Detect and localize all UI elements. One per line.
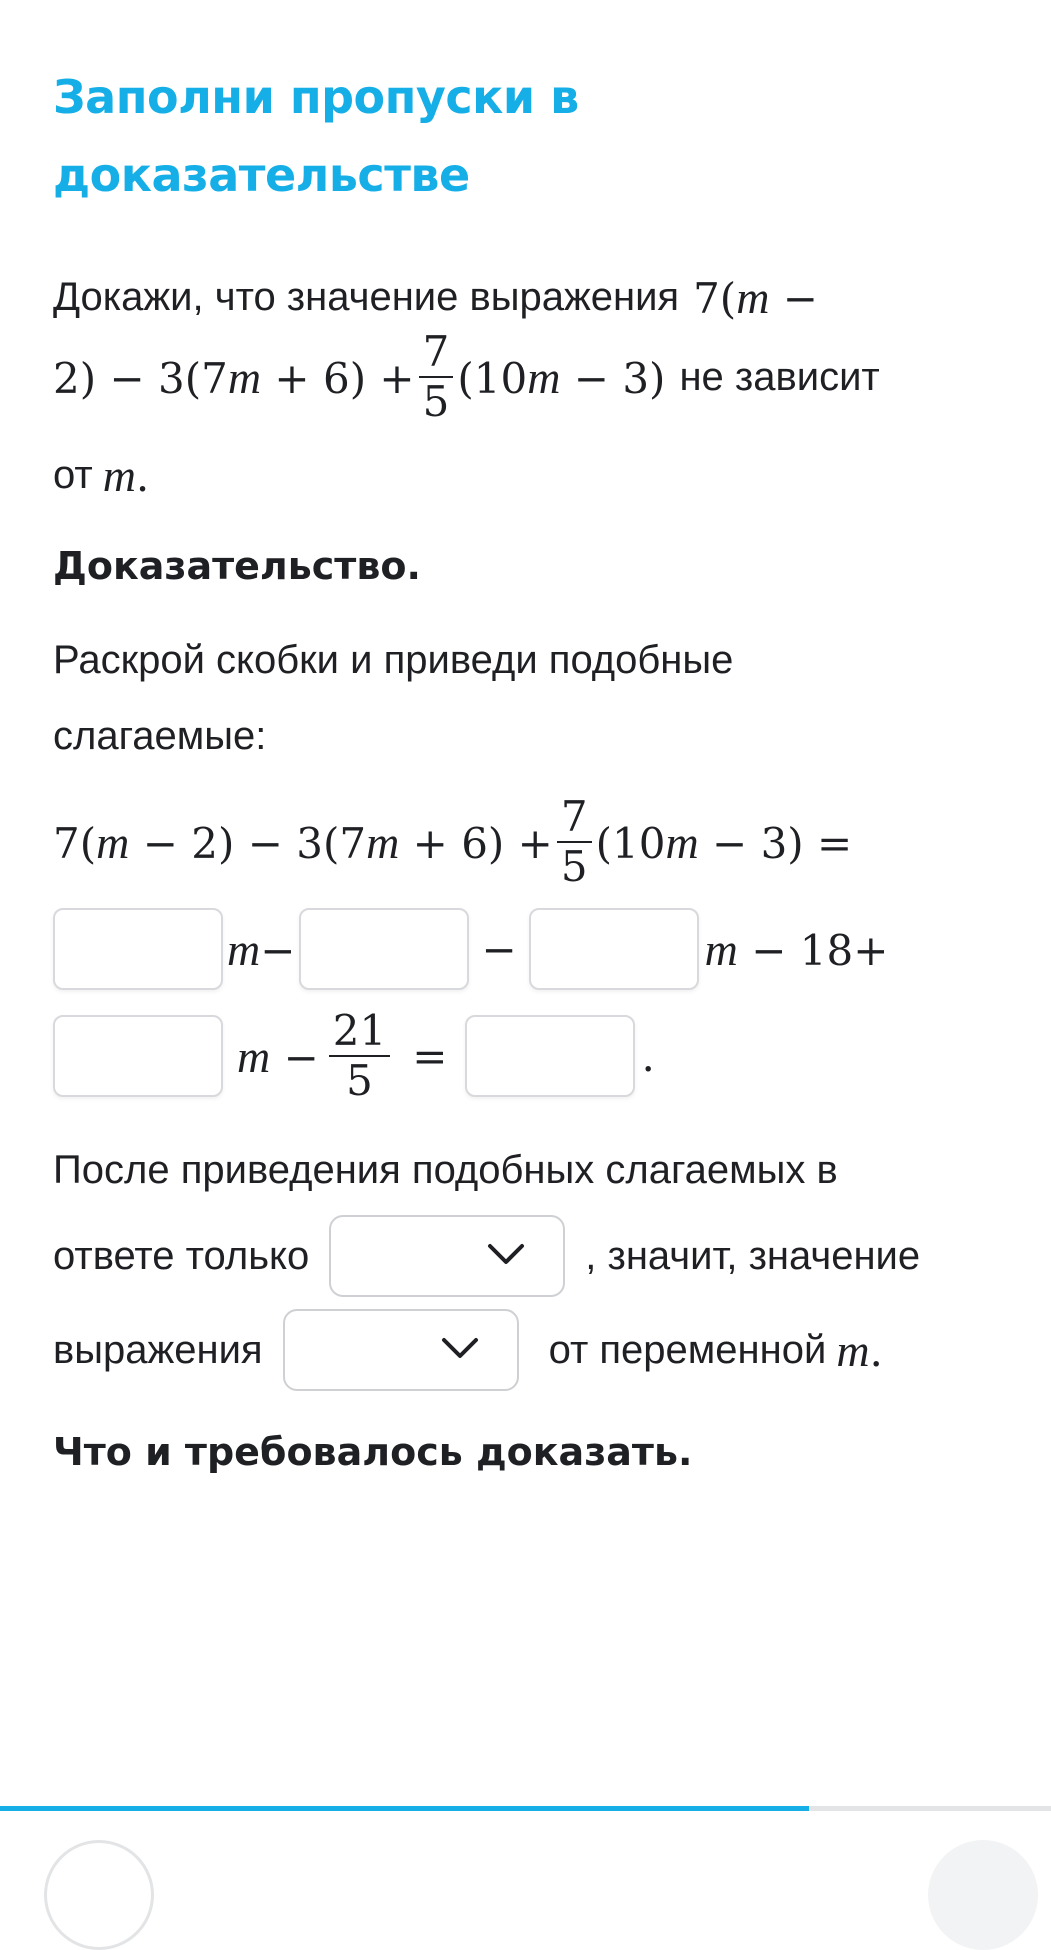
chevron-down-icon — [487, 1243, 525, 1265]
eq-equals: = — [412, 1031, 448, 1081]
conclusion-period: . — [869, 1326, 883, 1376]
eq-period: . — [641, 1031, 655, 1081]
progress-fill — [0, 1806, 809, 1811]
task-title: Заполни пропуски в доказательстве — [53, 70, 579, 202]
conclusion-text: , значит, значение — [585, 1233, 921, 1278]
expr-text: 7( — [693, 273, 737, 323]
eq-text: 7( — [53, 818, 97, 868]
prev-nav-button[interactable] — [44, 1840, 154, 1950]
statement-prefix: Докажи, что значение выражения — [53, 274, 680, 319]
statement-expr-part-3 — [457, 351, 665, 404]
statement-expr-part-2 — [53, 351, 415, 404]
eq-text: + 6) + — [399, 818, 553, 868]
conclusion-variable: m — [836, 1324, 870, 1376]
eq-variable: m — [96, 816, 130, 868]
answer-input-3[interactable] — [529, 908, 699, 990]
eq-variable: m — [237, 1030, 271, 1082]
answer-input-4[interactable] — [53, 1015, 223, 1097]
eq-text: − 18+ — [737, 925, 889, 975]
fraction-numerator: 21 — [332, 1006, 387, 1055]
next-nav-button[interactable] — [928, 1840, 1038, 1950]
answer-input-5[interactable] — [465, 1015, 635, 1097]
eq-operator: − — [270, 1032, 319, 1082]
conclusion-line-2 — [53, 1211, 920, 1301]
expr-variable: m — [227, 351, 262, 403]
conclusion-text: выражения — [53, 1327, 263, 1372]
statement-line-3 — [53, 440, 149, 510]
equation-part-1 — [53, 816, 553, 869]
fraction-denominator: 5 — [422, 377, 450, 426]
conclusion-text: После приведения подобных слагаемых в — [53, 1147, 838, 1192]
proof-heading: Доказательство. — [53, 544, 421, 588]
conclusion-line-1 — [53, 1138, 838, 1202]
statement-var-wrap — [103, 449, 150, 502]
eq-text: − 3) = — [698, 818, 853, 868]
expr-text: − — [769, 273, 818, 323]
fraction-denominator: 5 — [346, 1056, 373, 1105]
eq-fraction-7-5 — [557, 793, 592, 891]
instruction-line-2 — [53, 704, 266, 768]
statement-line-2 — [53, 322, 880, 432]
fraction-numerator: 7 — [422, 327, 450, 376]
final-line — [53, 1420, 692, 1484]
proof-heading-row — [53, 534, 421, 598]
conclusion-line-3 — [53, 1305, 883, 1395]
expr-text: + 6) + — [261, 353, 415, 403]
eq-variable: m — [704, 923, 738, 975]
instruction-text: Раскрой скобки и приведи подобные — [53, 637, 734, 682]
eq-text: − 2) − 3(7 — [129, 818, 367, 868]
qed-text: Что и требовалось доказать. — [53, 1430, 693, 1474]
statement-variable: m — [102, 449, 136, 501]
answer-input-1[interactable] — [53, 908, 223, 990]
row1-term-2 — [705, 923, 889, 976]
fraction-denominator: 5 — [560, 842, 588, 891]
expr-variable: m — [736, 271, 770, 323]
eq-variable: m — [665, 816, 699, 868]
fraction-7-5 — [419, 328, 454, 426]
expr-text: (10 — [457, 353, 528, 403]
eq-operator: − — [481, 924, 517, 974]
eq-variable: m — [227, 923, 261, 975]
statement-suffix: не зависит — [679, 354, 880, 399]
answer-row-2 — [53, 996, 655, 1116]
eq-text: (10 — [595, 818, 666, 868]
progress-bar — [0, 1806, 1051, 1811]
expr-variable: m — [527, 351, 561, 403]
equation-line — [53, 782, 852, 902]
row1-term-1 — [227, 923, 295, 976]
expr-text: 2) − 3(7 — [53, 353, 228, 403]
statement-text: от — [53, 452, 93, 497]
row2-term — [237, 1030, 319, 1083]
eq-fraction-21-5 — [329, 1007, 390, 1105]
conclusion-var-wrap — [836, 1324, 883, 1377]
expr-text: − 3) — [560, 353, 666, 403]
conclusion-text: ответе только — [53, 1233, 310, 1278]
dropdown-1[interactable] — [329, 1215, 565, 1297]
eq-operator: − — [260, 925, 296, 975]
equation-part-2 — [596, 816, 853, 869]
statement-period: . — [135, 451, 150, 501]
answer-row-1 — [53, 904, 888, 994]
eq-variable: m — [366, 816, 400, 868]
dropdown-2[interactable] — [283, 1309, 519, 1391]
fraction-numerator: 7 — [560, 792, 588, 841]
instruction-text: слагаемые: — [53, 713, 267, 758]
statement-expr-part-1 — [693, 271, 818, 324]
chevron-down-icon — [441, 1337, 479, 1359]
conclusion-text: от переменной — [548, 1327, 827, 1372]
instruction-line-1 — [53, 628, 733, 692]
answer-input-2[interactable] — [299, 908, 469, 990]
